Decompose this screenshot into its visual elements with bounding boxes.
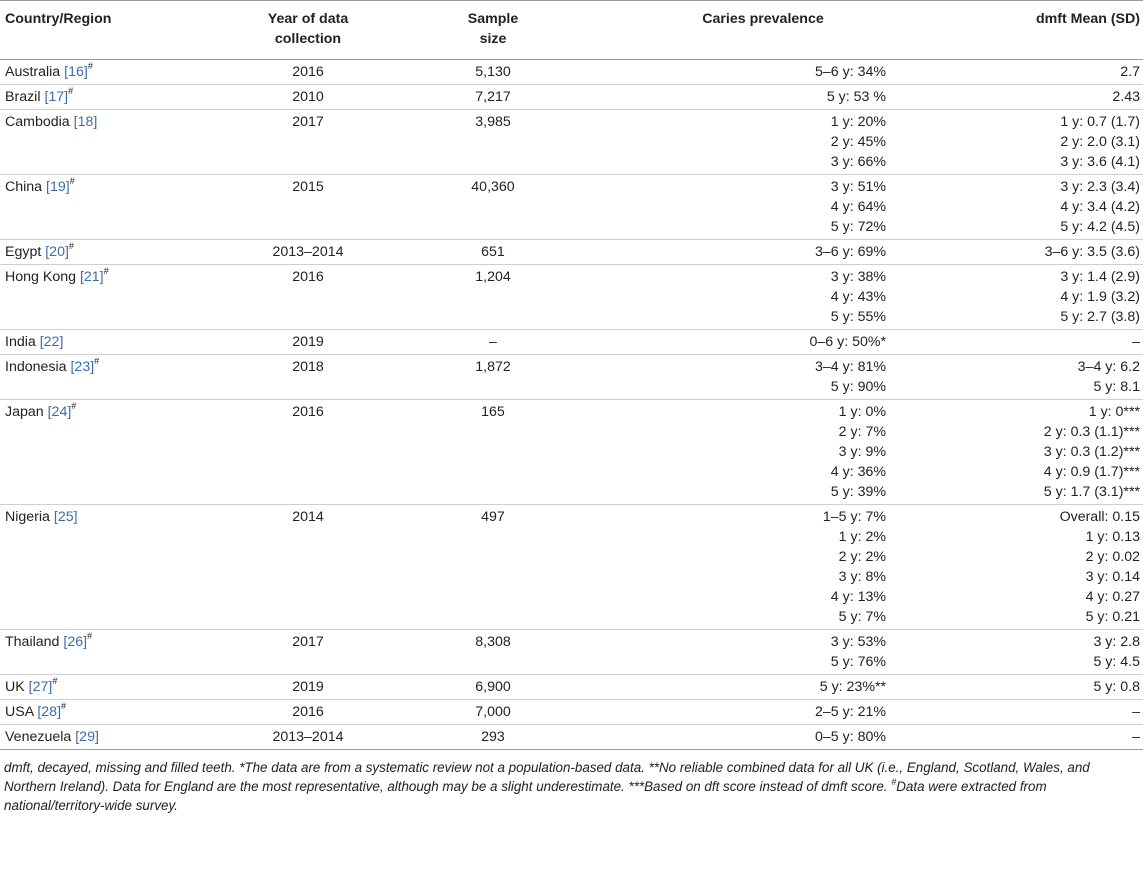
dmft-value: 4 y: 1.9 (3.2) bbox=[1060, 289, 1140, 305]
table-row bbox=[0, 330, 1143, 355]
prevalence-value: 4 y: 13% bbox=[830, 589, 886, 605]
prevalence-cell bbox=[578, 60, 948, 85]
reference-link[interactable]: [17] bbox=[44, 89, 69, 105]
prevalence-value: 5–6 y: 34% bbox=[815, 64, 886, 80]
prevalence-value: 3 y: 51% bbox=[830, 179, 886, 195]
dmft-cell bbox=[948, 110, 1143, 175]
country-cell bbox=[0, 240, 208, 265]
prevalence-value: 3–6 y: 69% bbox=[815, 244, 886, 260]
country-cell bbox=[0, 85, 208, 110]
dmft-value: 5 y: 4.2 (4.5) bbox=[1060, 219, 1140, 235]
prevalence-cell bbox=[578, 330, 948, 355]
reference-link[interactable]: [27] bbox=[28, 679, 53, 695]
dmft-value: – bbox=[1132, 704, 1140, 720]
survey-mark: # bbox=[68, 241, 74, 252]
footnote-mark: # bbox=[891, 776, 897, 787]
dmft-value: 1 y: 0.7 (1.7) bbox=[1060, 114, 1140, 130]
reference-link[interactable]: [16] bbox=[64, 64, 88, 80]
sample-cell: 5,130 bbox=[408, 60, 578, 85]
reference-link[interactable]: [22] bbox=[39, 334, 64, 350]
dmft-value: 3 y: 1.4 (2.9) bbox=[1060, 269, 1140, 285]
reference-link[interactable]: [29] bbox=[75, 729, 99, 745]
dmft-value: 2.7 bbox=[1120, 64, 1140, 80]
country-name: Japan bbox=[5, 404, 44, 420]
sample-cell: 7,000 bbox=[408, 700, 578, 725]
table-row bbox=[0, 675, 1143, 700]
country-name: Nigeria bbox=[5, 509, 50, 525]
sample-cell: 1,204 bbox=[408, 265, 578, 330]
dmft-cell bbox=[948, 505, 1143, 630]
table-row bbox=[0, 265, 1143, 330]
prevalence-value: 0–6 y: 50%* bbox=[809, 334, 886, 350]
dmft-value: 2 y: 0.02 bbox=[1085, 549, 1140, 565]
header-sample-text: Sample size bbox=[467, 11, 519, 47]
prevalence-value: 1–5 y: 7% bbox=[822, 509, 886, 525]
dmft-value: 2 y: 0.3 (1.1)*** bbox=[1043, 424, 1140, 440]
country-name: India bbox=[5, 334, 36, 350]
prevalence-value: 5 y: 76% bbox=[830, 654, 886, 670]
table-footnote bbox=[0, 750, 1143, 815]
year-cell: 2017 bbox=[208, 110, 408, 175]
dmft-cell bbox=[948, 330, 1143, 355]
year-cell: 2013–2014 bbox=[208, 240, 408, 265]
prevalence-value: 3 y: 66% bbox=[830, 154, 886, 170]
country-name: USA bbox=[5, 704, 34, 720]
reference-link[interactable]: [25] bbox=[53, 509, 78, 525]
table-row bbox=[0, 240, 1143, 265]
country-name: Brazil bbox=[5, 89, 41, 105]
dmft-value: 1 y: 0*** bbox=[1088, 404, 1140, 420]
header-year-text: Year of data collection bbox=[267, 11, 349, 47]
sample-cell: 3,985 bbox=[408, 110, 578, 175]
prevalence-value: 4 y: 64% bbox=[830, 199, 886, 215]
survey-mark: # bbox=[87, 61, 93, 72]
country-cell bbox=[0, 700, 208, 725]
prevalence-value: 1 y: 2% bbox=[838, 529, 886, 545]
country-name: Hong Kong bbox=[5, 269, 76, 285]
header-dmft: dmft Mean (SD) bbox=[948, 1, 1143, 60]
sample-cell: 651 bbox=[408, 240, 578, 265]
dmft-cell bbox=[948, 675, 1143, 700]
sample-cell: 1,872 bbox=[408, 355, 578, 400]
sample-cell: 497 bbox=[408, 505, 578, 630]
country-cell bbox=[0, 630, 208, 675]
reference-link[interactable]: [28] bbox=[37, 704, 62, 720]
survey-mark: # bbox=[71, 401, 77, 412]
dmft-cell bbox=[948, 60, 1143, 85]
header-year bbox=[208, 1, 408, 60]
dmft-value: 5 y: 4.5 bbox=[1093, 654, 1140, 670]
table-row bbox=[0, 400, 1143, 505]
table-row bbox=[0, 355, 1143, 400]
year-cell: 2015 bbox=[208, 175, 408, 240]
prevalence-value: 2 y: 2% bbox=[838, 549, 886, 565]
sample-cell: 8,308 bbox=[408, 630, 578, 675]
prevalence-value: 3 y: 38% bbox=[830, 269, 886, 285]
dmft-cell bbox=[948, 700, 1143, 725]
prevalence-cell bbox=[578, 110, 948, 175]
prevalence-cell bbox=[578, 175, 948, 240]
dmft-value: 4 y: 0.9 (1.7)*** bbox=[1043, 464, 1140, 480]
prevalence-cell bbox=[578, 700, 948, 725]
dmft-value: 4 y: 0.27 bbox=[1085, 589, 1140, 605]
table-row bbox=[0, 60, 1143, 85]
dmft-value: 2 y: 2.0 (3.1) bbox=[1060, 134, 1140, 150]
survey-mark: # bbox=[69, 176, 75, 187]
country-cell bbox=[0, 60, 208, 85]
sample-cell: 40,360 bbox=[408, 175, 578, 240]
dmft-value: 3 y: 0.3 (1.2)*** bbox=[1043, 444, 1140, 460]
prevalence-value: 5 y: 7% bbox=[838, 609, 886, 625]
dmft-cell bbox=[948, 265, 1143, 330]
dmft-cell bbox=[948, 240, 1143, 265]
year-cell: 2016 bbox=[208, 60, 408, 85]
prevalence-cell bbox=[578, 675, 948, 700]
survey-mark: # bbox=[87, 631, 93, 642]
survey-mark: # bbox=[52, 676, 58, 687]
dmft-cell bbox=[948, 400, 1143, 505]
dmft-value: 3 y: 0.14 bbox=[1085, 569, 1140, 585]
prevalence-value: 5 y: 23%** bbox=[819, 679, 886, 695]
reference-link[interactable]: [24] bbox=[47, 404, 72, 420]
country-name: Australia bbox=[5, 64, 61, 80]
year-cell: 2013–2014 bbox=[208, 725, 408, 750]
country-cell bbox=[0, 265, 208, 330]
year-cell: 2018 bbox=[208, 355, 408, 400]
dmft-value: – bbox=[1132, 334, 1140, 350]
survey-mark: # bbox=[61, 701, 67, 712]
country-name: Venezuela bbox=[5, 729, 72, 745]
footnote-main: dmft, decayed, missing and filled teeth. *The data are from a systematic review not a population-based data. **No reliable combined data for all UK (i.e., England, Scotland, Wales, and Northern Ireland). Data for England are the most representative, although may be a slight underestimate. ***Based on dft score instead of dmft score. bbox=[4, 760, 1090, 794]
country-name: UK bbox=[5, 679, 25, 695]
prevalence-value: 5 y: 90% bbox=[830, 379, 886, 395]
dmft-value: Overall: 0.15 bbox=[1059, 509, 1140, 525]
prevalence-value: 3 y: 9% bbox=[838, 444, 886, 460]
table-row bbox=[0, 700, 1143, 725]
table-body bbox=[0, 60, 1143, 750]
prevalence-value: 5 y: 72% bbox=[830, 219, 886, 235]
prevalence-cell bbox=[578, 240, 948, 265]
dmft-value: 5 y: 1.7 (3.1)*** bbox=[1043, 484, 1140, 500]
year-cell: 2016 bbox=[208, 265, 408, 330]
header-prevalence: Caries prevalence bbox=[578, 1, 948, 60]
sample-cell: 293 bbox=[408, 725, 578, 750]
sample-cell: 165 bbox=[408, 400, 578, 505]
country-cell bbox=[0, 505, 208, 630]
dmft-cell bbox=[948, 630, 1143, 675]
dmft-value: 4 y: 3.4 (4.2) bbox=[1060, 199, 1140, 215]
sample-cell: – bbox=[408, 330, 578, 355]
prevalence-value: 2 y: 45% bbox=[830, 134, 886, 150]
year-cell: 2016 bbox=[208, 400, 408, 505]
year-cell: 2019 bbox=[208, 330, 408, 355]
prevalence-cell bbox=[578, 85, 948, 110]
survey-mark: # bbox=[68, 86, 74, 97]
prevalence-value: 1 y: 20% bbox=[830, 114, 886, 130]
reference-link[interactable]: [18] bbox=[73, 114, 98, 130]
survey-mark: # bbox=[94, 356, 100, 367]
sample-cell: 7,217 bbox=[408, 85, 578, 110]
prevalence-value: 4 y: 36% bbox=[830, 464, 886, 480]
prevalence-value: 5 y: 55% bbox=[830, 309, 886, 325]
table-row bbox=[0, 110, 1143, 175]
prevalence-value: 3 y: 53% bbox=[830, 634, 886, 650]
year-cell: 2016 bbox=[208, 700, 408, 725]
dmft-value: 5 y: 0.8 bbox=[1093, 679, 1140, 695]
survey-mark: # bbox=[103, 266, 109, 277]
reference-link[interactable]: [21] bbox=[79, 269, 104, 285]
prevalence-value: 0–5 y: 80% bbox=[815, 729, 886, 745]
prevalence-cell bbox=[578, 355, 948, 400]
prevalence-cell bbox=[578, 505, 948, 630]
header-country: Country/Region bbox=[0, 1, 208, 60]
dmft-value: 5 y: 8.1 bbox=[1093, 379, 1140, 395]
year-cell: 2014 bbox=[208, 505, 408, 630]
prevalence-value: 2 y: 7% bbox=[838, 424, 886, 440]
dmft-value: 3 y: 3.6 (4.1) bbox=[1060, 154, 1140, 170]
table-row bbox=[0, 85, 1143, 110]
prevalence-value: 3 y: 8% bbox=[838, 569, 886, 585]
year-cell: 2017 bbox=[208, 630, 408, 675]
year-cell: 2010 bbox=[208, 85, 408, 110]
prevalence-cell bbox=[578, 725, 948, 750]
country-cell bbox=[0, 400, 208, 505]
footnote-end: Data were extracted from national/territory-wide survey. bbox=[4, 779, 1047, 813]
dmft-value: 3–4 y: 6.2 bbox=[1077, 359, 1140, 375]
year-cell: 2019 bbox=[208, 675, 408, 700]
dmft-value: – bbox=[1132, 729, 1140, 745]
country-cell bbox=[0, 725, 208, 750]
table-row bbox=[0, 630, 1143, 675]
prevalence-value: 3–4 y: 81% bbox=[815, 359, 886, 375]
table-header bbox=[0, 1, 1143, 60]
country-cell bbox=[0, 675, 208, 700]
prevalence-value: 5 y: 39% bbox=[830, 484, 886, 500]
prevalence-value: 2–5 y: 21% bbox=[815, 704, 886, 720]
prevalence-value: 4 y: 43% bbox=[830, 289, 886, 305]
dmft-cell bbox=[948, 175, 1143, 240]
header-sample bbox=[408, 1, 578, 60]
reference-link[interactable]: [19] bbox=[46, 179, 70, 195]
dmft-cell bbox=[948, 725, 1143, 750]
reference-link[interactable]: [20] bbox=[45, 244, 69, 260]
prevalence-value: 5 y: 53 % bbox=[826, 89, 886, 105]
prevalence-cell bbox=[578, 400, 948, 505]
dmft-value: 5 y: 2.7 (3.8) bbox=[1060, 309, 1140, 325]
table-row bbox=[0, 725, 1143, 750]
country-name: China bbox=[5, 179, 43, 195]
prevalence-value: 1 y: 0% bbox=[838, 404, 886, 420]
dmft-value: 3 y: 2.3 (3.4) bbox=[1060, 179, 1140, 195]
dmft-cell bbox=[948, 85, 1143, 110]
dmft-value: 2.43 bbox=[1112, 89, 1140, 105]
country-name: Indonesia bbox=[5, 359, 67, 375]
prevalence-cell bbox=[578, 265, 948, 330]
table-row bbox=[0, 175, 1143, 240]
country-cell bbox=[0, 330, 208, 355]
dmft-value: 3 y: 2.8 bbox=[1093, 634, 1140, 650]
dmft-value: 1 y: 0.13 bbox=[1085, 529, 1140, 545]
country-cell bbox=[0, 110, 208, 175]
dmft-cell bbox=[948, 355, 1143, 400]
reference-link[interactable]: [23] bbox=[70, 359, 95, 375]
prevalence-cell bbox=[578, 630, 948, 675]
country-cell bbox=[0, 175, 208, 240]
country-name: Thailand bbox=[5, 634, 60, 650]
country-name: Cambodia bbox=[5, 114, 70, 130]
country-cell bbox=[0, 355, 208, 400]
dmft-value: 5 y: 0.21 bbox=[1085, 609, 1140, 625]
country-name: Egypt bbox=[5, 244, 42, 260]
dmft-value: 3–6 y: 3.5 (3.6) bbox=[1044, 244, 1140, 260]
sample-cell: 6,900 bbox=[408, 675, 578, 700]
reference-link[interactable]: [26] bbox=[63, 634, 88, 650]
table-row bbox=[0, 505, 1143, 630]
